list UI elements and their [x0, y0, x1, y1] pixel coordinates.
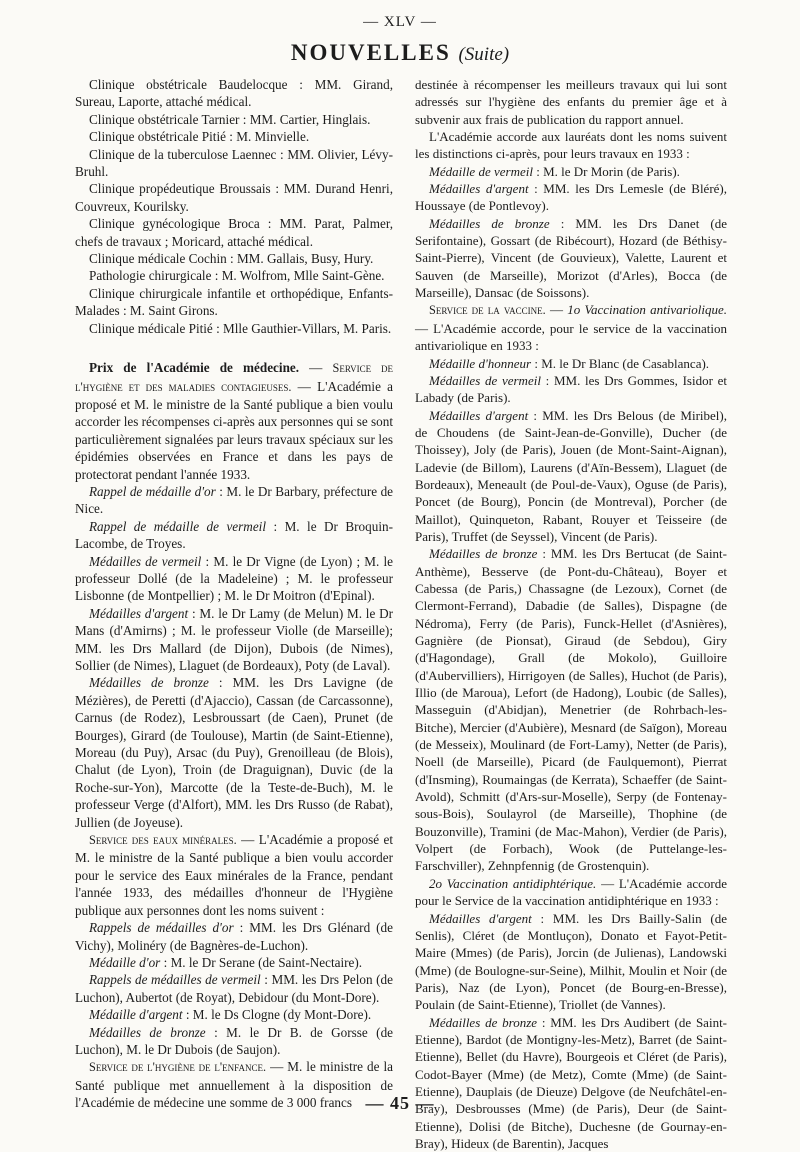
award-entry: [415, 163, 727, 180]
service-text: L'Académie a proposé et M. le ministre de la Santé publique a bien voulu accorder les récompenses ci-après aux personnes qui se sont particulièrement signalées par leurs travaux spéciaux sur les épidémies observées en France et dans les pays de protectorat pendant l'année 1933.: [75, 378, 393, 482]
award-text: : MM. les Drs Bailly-Salin (de Senlis), Cléret (de Montluçon), Donato et Fayot-Petit-Maire (Mmes) (de Paris), Jorcin (de Julienas), Landowski (Mme) (de Boulogne-sur-Seine), Milhit, Moulin et Noir (de Paris), Naz (de Lyon), Poncet (de Bourg-en-Bresse), Poulain (de Saint-Etienne), Triollet (de Vannes).: [415, 910, 727, 1013]
award-entry: [415, 1014, 727, 1152]
service-entry: Service des eaux minérales. — L'Académie a proposé et M. le ministre de la Santé publique a bien voulu accorder pour le service des Eaux minérales de la France, pendant l'année 1933, des médailles d'honneur de l'Hygiène publique aux personnes dont les noms suivent :: [75, 832, 393, 918]
award-entry: [75, 518, 393, 553]
award-label: Médailles de bronze: [89, 675, 209, 691]
title-suite: (Suite): [458, 44, 510, 65]
award-text: : M. le Dr B. de Gorsse (de Luchon), M. le Dr Dubois (de Saujon).: [75, 1024, 394, 1057]
award-entry: [415, 215, 727, 302]
prix-intro: Prix de l'Académie de médecine. — Service de l'hygiène et des maladies contagieuses. — L'Académie a proposé et M. le ministre de la Santé publique a bien voulu accorder les récompenses ci-après aux personnes qui se sont particulièrement signalées par leurs travaux spéciaux sur les épidémies observées en France et dans les pays de protectorat pendant l'année 1933.: [75, 360, 394, 482]
service-label: Service de l'hygiène de l'enfance.: [89, 1060, 267, 1075]
continuation-text: destinée à récompenser les meilleurs travaux qui lui sont adressés sur l'hygiène des enfants du premier âge et à subvenir aux frais de publication du rapport annuel.: [415, 77, 727, 127]
award-entry: [75, 919, 393, 954]
clinic-entry: Pathologie chirurgicale : M. Wolfrom, Mlle Saint-Gène.: [89, 268, 385, 284]
award-text: : MM. les Drs Gommes, Isidor et Labady (de Paris).: [415, 372, 728, 406]
award-text: : M. le Dr Serane (de Saint-Nectaire).: [163, 954, 363, 970]
award-text: : MM. les Drs Audibert (de Saint-Etienne), Bardot (de Montigny-les-Metz), Barret (de Saint-Etienne), Bellet (du Havre), Bourgeois et Cléret (de Paris), Codot-Bayer (Mme) (de Metz), Comte (Mme) (de Saint-Etienne), Dauplais (de Dieuze) Delgove (de Neufchâtel-en-Bray), Desbrousses (Mme) (de Paris), Deur (de Saint-Etienne), Dolisi (de Bitche), Duchesne (de Gournay-en-Bray), Hideux (de Barentin), Jacques: [415, 1014, 728, 1151]
award-text: : M. le Dr Barbary, préfecture de Nice.: [75, 483, 394, 517]
left-column: [75, 76, 393, 1112]
award-entry: [75, 553, 393, 605]
laureats-text: L'Académie accorde aux lauréats dont les noms suivent les distinctions ci-après, pour leurs travaux en 1933 :: [415, 129, 727, 162]
award-entry: [415, 355, 727, 372]
award-text: : MM. les Drs Danet (de Serifontaine), Gossart (de Ribécourt), Hozard (de Béthisy-Saint-Pierre), Vincent (de Gouvieux), Valette, Laurent et Sauven (de Marseille), Morizot (d'Arles), Bocca (de Marseille), Dansac (de Soissons).: [415, 215, 727, 301]
clinic-entry: Clinique médicale Pitié : Mlle Gauthier-Villars, M. Paris.: [89, 320, 392, 336]
award-entry: [75, 483, 393, 518]
award-label: Médailles d'argent: [429, 181, 529, 197]
page-number: — 45 —: [365, 1093, 435, 1113]
service-subheading: 1o Vaccination antivariolique.: [567, 302, 728, 318]
service-text: L'Académie a proposé et M. le ministre de la Santé publique a bien voulu accorder pour le service des Eaux minérales de la France, pendant l'année 1933, des médailles d'honneur de l'Hygiène publique aux personnes dont les noms suivent :: [75, 832, 393, 918]
award-label: Médaille d'honneur: [429, 355, 532, 371]
award-label: Médailles de bronze: [429, 1014, 538, 1030]
award-label: Médailles de vermeil: [429, 372, 541, 388]
award-text: : MM. les Drs Lemesle (de Bléré), Houssaye (de Pontlevoy).: [415, 181, 728, 214]
award-label: Médaille d'argent: [89, 1007, 183, 1023]
clinic-entry: Clinique gynécologique Broca : MM. Parat, Palmer, chefs de travaux ; Moricard, attaché médical.: [75, 216, 393, 249]
award-label: Rappels de médailles d'or: [89, 920, 234, 936]
award-entry: [415, 910, 727, 1014]
service-text: M. le ministre de la Santé publique met annuellement à la disposition de l'Académie de médecine une somme de 3 000 francs: [75, 1059, 394, 1111]
right-column: [415, 76, 727, 1152]
service-entry: 2o Vaccination antidiphtérique. — L'Académie accorde pour le Service de la vaccination antidiphtérique en 1933 :: [415, 875, 727, 909]
service-entry: Service de l'hygiène de l'enfance. — M. le ministre de la Santé publique met annuellement à la disposition de l'Académie de médecine une somme de 3 000 francs: [75, 1059, 394, 1111]
service-entry: Service de la vaccine. — 1o Vaccination antivariolique. — L'Académie accorde, pour le service de la vaccination antivariolique en 1933 :: [415, 302, 728, 354]
award-entry: [75, 971, 393, 1006]
service-label: Service de la vaccine.: [429, 303, 546, 318]
award-label: Médailles d'argent: [89, 605, 189, 621]
award-text: : MM. les Drs Belous (de Miribel), de Choudens (de Saint-Jean-de-Gonville), Ducher (de Thoissey), Joly (de Paris), Jouen (de Mont-Saint-Aignan), Ladevie (de Billom), Laurens (d'Aïn-Bessem), Llaguet (de Bordeaux), Meneault (de Poul-de-Vaux), Oguse (de Paris), Poncet (de Bourg), Poncin (de Montreval), Porcher (de Maillot), Quinqueton, Rabant, Rouyer et Teisseire (de Paris), Truffet (de Seyssel), Vincent (de Paris).: [415, 407, 727, 544]
prix-heading: Prix de l'Académie de médecine.: [89, 360, 300, 376]
section-title: [0, 40, 800, 66]
award-label: Médaille d'or: [89, 954, 161, 970]
clinic-entry: Clinique obstétricale Baudelocque : MM. Girand, Sureau, Laporte, attaché médical.: [75, 77, 393, 110]
award-text: : MM. les Drs Bertucat (de Saint-Anthème), Besserve (de Pont-du-Château), Boyer et Cabessa (de Paris,) Chassagne (de Lezoux), Cornet (de Clermont-Ferrand), Dabadie (de Salles), Dispagne (de Nédroma), Ferry (de Paris), Funck-Hellet (d'Asnières), Gagnière (de Pionsat), Giraud (de Sebdou), Giry (d'Hagondage), Grall (de Mokolo), Guilloire (d'Aubervilliers), Hirrigoyen (de Salles), Huchot (de Paris), Illio (de Maroua), Lefort (de Hadong), Loubic (de Salles), Masseguin (d'Abidjan), Menetrier (de Rohrbach-les-Bitche), Mercier (d'Aubière), Mesnard (de Saïgon), Moreau (de Messeix), Moulinard (de Fort-Lamy), Netter (de Paris), Noell (de Marseille), Picard (de Faulquemont), Pierrat (d'Insming), Roumaingas (de Kerrata), Schaeffer (de Saint-Avold), Schmitt (d'Ars-sur-Moselle), Serpy (de Fontenay-sous-Bois), Soulayrol (de Marseille), Thophine (de Bouzonville), Tramini (de Mac-Mahon), Verdier (de Paris), Volpert (de Forbach), Wook (de Puttelange-les-Farschviller), Zehnpfennig (de Grostenquin).: [415, 546, 727, 874]
award-entry: [415, 545, 727, 875]
award-text: : M. le Ds Clogne (dy Mont-Dore).: [185, 1007, 372, 1023]
award-entry: [415, 372, 727, 407]
award-text: : MM. les Drs Pelon (de Luchon), Aubertot (de Royat), Debidour (du Mont-Dore).: [75, 972, 394, 1005]
award-entry: [75, 1006, 393, 1023]
service-label: Service des eaux minérales.: [89, 833, 237, 848]
spacer: [75, 337, 393, 359]
clinic-entry: Clinique propédeutique Broussais : MM. Durand Henri, Couvreux, Kourilsky.: [75, 181, 393, 214]
award-entry: [75, 674, 393, 831]
clinic-entry: Clinique chirurgicale infantile et orthopédique, Enfants-Malades : M. Saint Girons.: [75, 285, 393, 319]
award-text: : MM. les Drs Lavigne (de Mézières), de Peretti (d'Ajaccio), Cassan (de Carcassonne), Carnus (de Rodez), Lesbroussart (de Caen), Prunet (de Bourges), Girard (de Toulouse), Martin (de Saint-Etienne), Moreau (du Puy), Arsac (du Puy), Grenoilleau (de Blois), Chalut (de Lyon), Troin (de Draguignan), Duvic (de la Roche-sur-Yon), Marcotte (de la Teste-de-Buch), M. le professeur Verge (d'Alfort), MM. les Drs Russo (de Rabat), Jullien (de Joyeuse).: [75, 675, 394, 830]
award-label: Médailles de bronze: [429, 546, 538, 562]
award-entry: [415, 180, 727, 215]
running-head: — XLV —: [363, 14, 437, 30]
award-entry: [75, 1024, 393, 1059]
award-entry: [415, 407, 727, 546]
award-label: Médailles d'argent: [429, 910, 532, 926]
clinic-entry: Clinique de la tuberculose Laennec : MM. Olivier, Lévy-Bruhl.: [75, 146, 393, 180]
award-text: : MM. les Drs Glénard (de Vichy), Molinéry (de Bagnères-de-Luchon).: [75, 920, 394, 953]
title-main: NOUVELLES: [290, 40, 451, 65]
award-label: Rappel de médaille de vermeil: [89, 518, 266, 534]
award-label: Médailles de bronze: [429, 215, 550, 231]
award-label: Médaille de vermeil: [429, 163, 533, 179]
award-text: : M. le Dr Lamy (de Melun) M. le Dr Mans (d'Amirns) ; M. le professeur Violle (de Marseille); MM. les Drs Mallard (de Dijon), Dubois (de Nimes), Sollier (de Nimes), Llaguet (de Bordeaux), Poty (de Laval).: [75, 605, 394, 673]
clinic-entry: Clinique obstétricale Pitié : M. Minvielle.: [89, 129, 310, 145]
award-entry: [75, 954, 393, 971]
service-label: Service de l'hygiène et des maladies contagieuses.: [75, 361, 394, 394]
clinic-entry: Clinique obstétricale Tarnier : MM. Cartier, Hinglais.: [89, 111, 371, 127]
service-subheading: 2o Vaccination antidiphtérique.: [429, 875, 597, 891]
award-entry: [75, 605, 393, 675]
award-text: : M. le Dr Broquin-Lacombe, de Troyes.: [75, 518, 393, 552]
award-text: : M. le Dr Morin (de Paris).: [536, 163, 680, 179]
award-text: : M. le Dr Vigne (de Lyon) ; M. le professeur Dollé (de la Madeleine) ; M. le professeur Lisbonne (de Montpellier) ; M. le Dr Moitron (d'Epinal).: [75, 553, 394, 604]
award-label: Rappel de médaille d'or: [89, 483, 216, 499]
award-label: Médailles de vermeil: [89, 553, 202, 569]
award-label: Rappels de médailles de vermeil: [89, 972, 261, 988]
award-label: Médailles d'argent: [429, 407, 529, 423]
service-text: L'Académie accorde pour le Service de la vaccination antidiphtérique en 1933 :: [415, 875, 727, 909]
award-text: : M. le Dr Blanc (de Casablanca).: [534, 355, 710, 371]
service-text: L'Académie accorde, pour le service de la vaccination antivariolique en 1933 :: [415, 320, 728, 354]
award-label: Médailles de bronze: [89, 1024, 206, 1040]
clinic-entry: Clinique médicale Cochin : MM. Gallais, Busy, Hury.: [89, 251, 374, 267]
